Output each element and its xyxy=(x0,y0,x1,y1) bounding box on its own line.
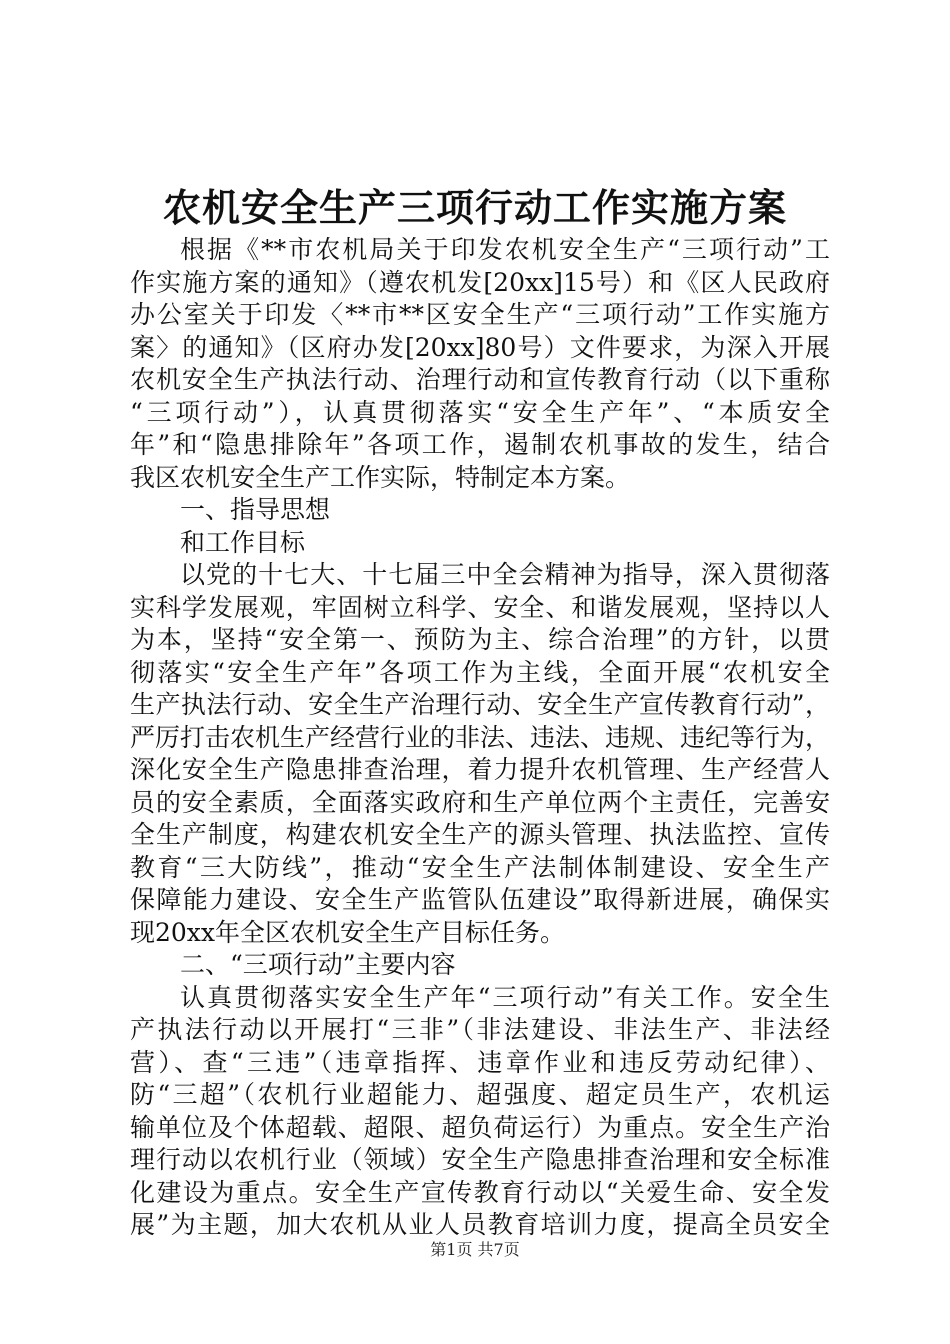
body-line: 员的安全素质，全面落实政府和生产单位两个主责任，完善安 xyxy=(130,787,830,817)
document-body xyxy=(130,234,830,1242)
page-number-footer: 第1页 共7页 xyxy=(430,1240,520,1259)
section-heading: 和工作目标 xyxy=(180,527,306,557)
body-line: 严厉打击农机生产经营行业的非法、违法、违规、违纪等行为， xyxy=(130,722,831,752)
body-line: 为本，坚持“安全第一、预防为主、综合治理”的方针，以贯 xyxy=(130,625,830,654)
body-line: 彻落实“安全生产年”各项工作为主线，全面开展“农机安全 xyxy=(130,657,830,687)
body-line: “三项行动”），认真贯彻落实“安全生产年”、“本质安全 xyxy=(130,397,830,427)
body-line: 实科学发展观，牢固树立科学、安全、和谐发展观，坚持以人 xyxy=(130,592,830,622)
body-line: 保障能力建设、安全生产监管队伍建设”取得新进展，确保实 xyxy=(130,885,830,914)
document-title: 农机安全生产三项行动工作实施方案 xyxy=(162,185,787,230)
body-line: 产执法行动以开展打“三非”（非法建设、非法生产、非法经 xyxy=(130,1015,830,1044)
body-line: 生产执法行动、安全生产治理行动、安全生产宣传教育行动”， xyxy=(130,690,830,719)
body-line: 展”为主题，加大农机从业人员教育培训力度，提高全员安全 xyxy=(130,1210,830,1239)
body-line: 防“三超”（农机行业超能力、超强度、超定员生产，农机运 xyxy=(130,1080,830,1109)
body-line: 营）、查“三违”（违章指挥、违章作业和违反劳动纪律）、 xyxy=(130,1047,830,1077)
body-line: 深化安全生产隐患排查治理，着力提升农机管理、生产经营人 xyxy=(130,755,830,784)
body-line: 输单位及个体超载、超限、超负荷运行）为重点。安全生产治 xyxy=(130,1112,830,1142)
body-line: 现20xx年全区农机安全生产目标任务。 xyxy=(130,917,566,947)
body-line: 我区农机安全生产工作实际，特制定本方案。 xyxy=(130,462,631,492)
body-line: 以党的十七大、十七届三中全会精神为指导，深入贯彻落 xyxy=(180,560,830,589)
body-line: 作实施方案的通知》（遵农机发[20xx]15号）和《区人民政府 xyxy=(130,267,830,297)
section-heading: 一、指导思想 xyxy=(180,495,331,524)
section-heading: 二、“三项行动”主要内容 xyxy=(180,950,456,979)
body-line: 年”和“隐患排除年”各项工作，遏制农机事故的发生，结合 xyxy=(130,430,830,459)
body-line: 理行动以农机行业（领域）安全生产隐患排查治理和安全标准 xyxy=(130,1145,830,1174)
body-line: 全生产制度，构建农机安全生产的源头管理、执法监控、宣传 xyxy=(130,820,830,849)
body-line: 化建设为重点。安全生产宣传教育行动以“关爱生命、安全发 xyxy=(130,1177,830,1207)
body-line: 案〉的通知》（区府办发[20xx]80号）文件要求，为深入开展 xyxy=(130,332,830,362)
body-line: 根据《**市农机局关于印发农机安全生产“三项行动”工 xyxy=(180,235,830,264)
body-line: 认真贯彻落实安全生产年“三项行动”有关工作。安全生 xyxy=(180,982,830,1012)
body-line: 农机安全生产执法行动、治理行动和宣传教育行动（以下重称 xyxy=(130,365,830,394)
body-line: 办公室关于印发〈**市**区安全生产“三项行动”工作实施方 xyxy=(130,300,830,329)
body-line: 教育“三大防线”，推动“安全生产法制体制建设、安全生产 xyxy=(130,852,830,882)
